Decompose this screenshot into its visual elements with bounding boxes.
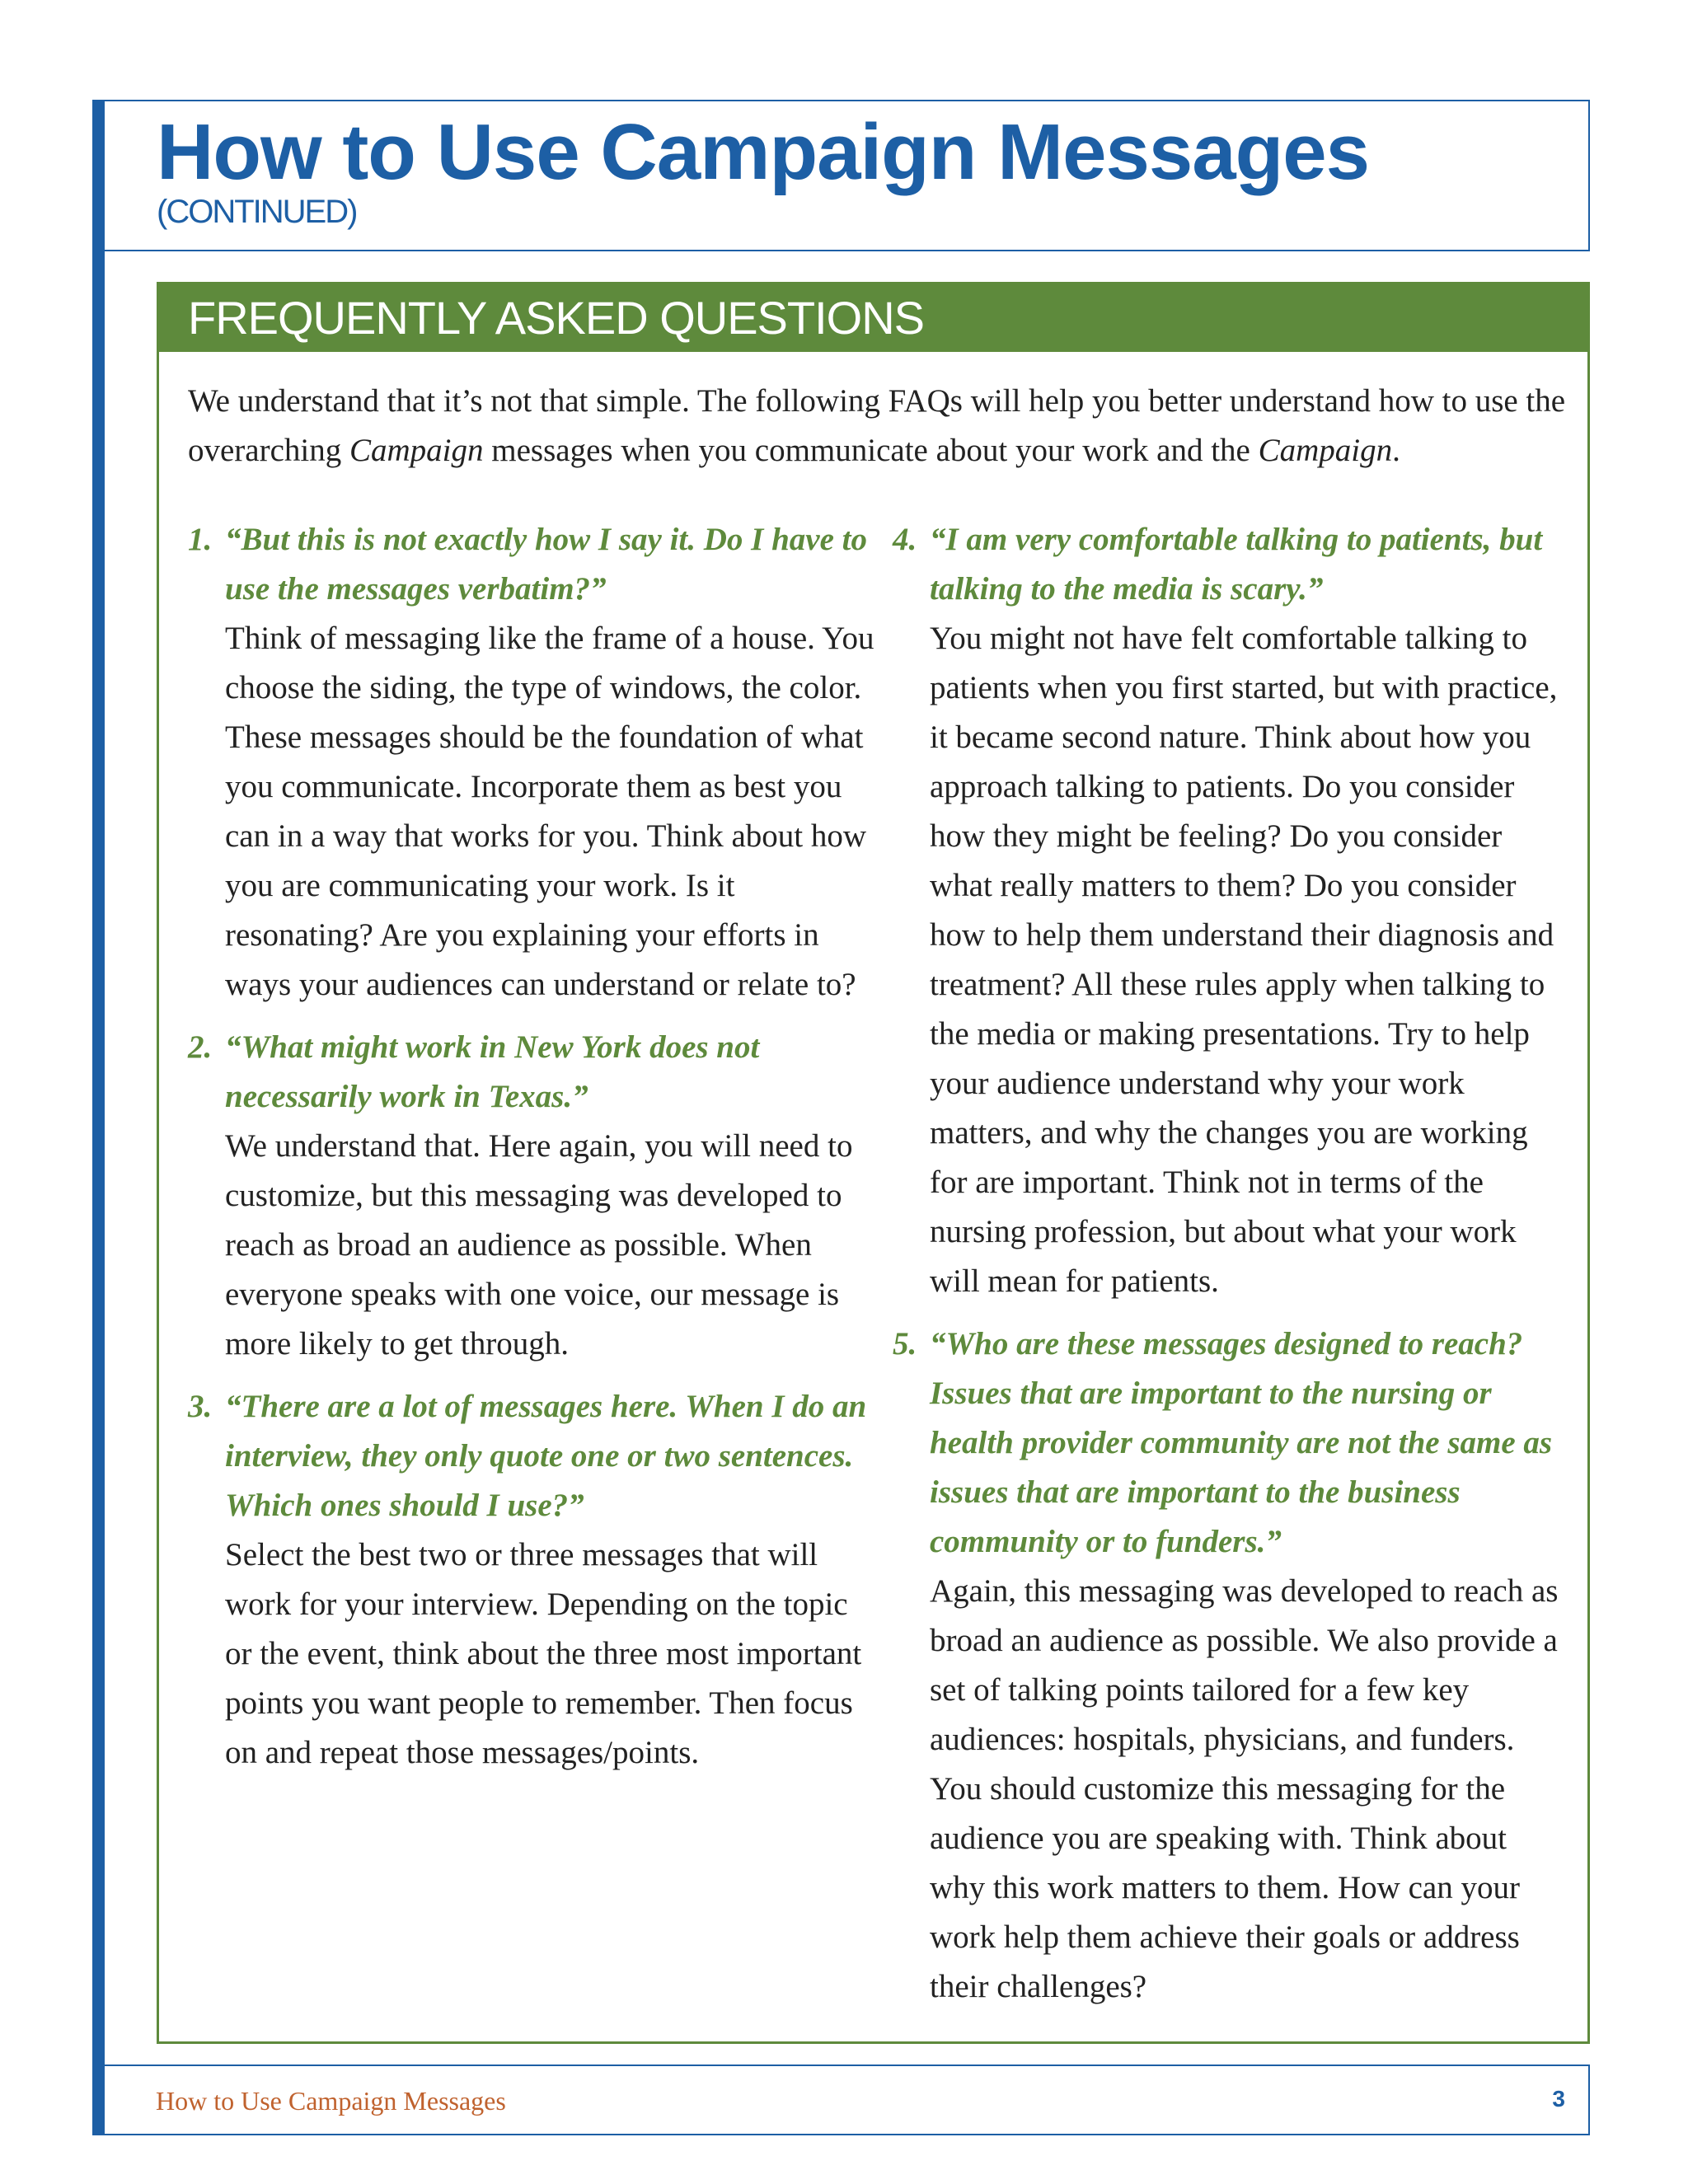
faq-answer: Again, this messaging was developed to reach as broad an audience as possible. We also provide a set of talking points tailored for a few key audiences: hospitals, physicians, and funders. You should customize this messaging for the audience you are speaking with. Think about why this work matters to them. How can your work help them achieve their goals or address their challenges?	[930, 1573, 1559, 2004]
page-number: 3	[1552, 2086, 1565, 2111]
footer-title: How to Use Campaign Messages	[156, 2086, 506, 2116]
intro-text: .	[1392, 433, 1400, 468]
faq-heading: FREQUENTLY ASKED QUESTIONS	[188, 292, 925, 344]
intro-text: messages when you communicate about your work and the	[483, 433, 1259, 468]
faq-number: 2.	[188, 1029, 213, 1065]
faq-item-3	[188, 1382, 880, 1778]
page-subtitle: (CONTINUED)	[157, 194, 357, 230]
faq-number: 5.	[893, 1326, 917, 1361]
faq-answer: We understand that. Here again, you will need to customize, but this messaging was developed to reach as broad an audience as possible. When everyone speaks with one voice, our message is more likely to get through.	[225, 1128, 853, 1361]
faq-question: “But this is not exactly how I say it. Do I have to use the messages verbatim?”	[225, 522, 867, 607]
faq-question: “There are a lot of messages here. When I do an interview, they only quote one or two sentences. Which ones should I use?”	[225, 1389, 867, 1523]
faq-section	[157, 282, 1590, 2044]
faq-question: “I am very comfortable talking to patients, but talking to the media is scary.”	[930, 522, 1543, 607]
faq-number: 3.	[188, 1389, 213, 1424]
intro-emphasis: Campaign	[1258, 433, 1393, 468]
faq-item-5	[893, 1319, 1568, 2012]
intro-emphasis: Campaign	[349, 433, 484, 468]
intro-text: We understand that it’s not that simple. The following FAQs will help you better understand how to use the overarching	[188, 383, 1566, 468]
faq-heading-bar	[159, 284, 1587, 352]
faq-column-right	[893, 515, 1568, 2025]
faq-intro	[188, 377, 1568, 476]
faq-column-left	[188, 515, 880, 1791]
faq-question: “Who are these messages designed to reach? Issues that are important to the nursing or health provider community are not the same as issues that are important to the business community or to funders.”	[930, 1326, 1553, 1559]
faq-question: “What might work in New York does not necessarily work in Texas.”	[225, 1029, 760, 1114]
left-accent-bar	[92, 100, 105, 2135]
faq-answer: You might not have felt comfortable talking to patients when you first started, but with practice, it became second nature. Think about how you approach talking to patients. Do you consider how they might be feeling? Do you consider what really matters to them? Do you consider how to help them understand their diagnosis and treatment? All these rules apply when talking to the media or making presentations. Try to help your audience understand why your work matters, and why the changes you are working for are important. Think not in terms of the nursing profession, but about what your work will mean for patients.	[930, 621, 1558, 1299]
faq-item-4	[893, 515, 1568, 1306]
faq-item-1	[188, 515, 880, 1010]
faq-answer: Think of messaging like the frame of a house. You choose the siding, the type of windows, the color. These messages should be the foundation of what you communicate. Incorporate them as best you can in a way that works for you. Think about how you are communicating your work. Is it resonating? Are you explaining your efforts in ways your audiences can understand or relate to?	[225, 621, 874, 1002]
faq-number: 4.	[893, 522, 917, 557]
faq-item-2	[188, 1023, 880, 1369]
page-footer	[105, 2064, 1590, 2135]
faq-answer: Select the best two or three messages that will work for your interview. Depending on the topic or the event, think about the three most important points you want people to remember. Then focus on and repeat those messages/points.	[225, 1537, 862, 1770]
page-title: How to Use Campaign Messages	[157, 108, 1370, 196]
faq-number: 1.	[188, 522, 213, 557]
